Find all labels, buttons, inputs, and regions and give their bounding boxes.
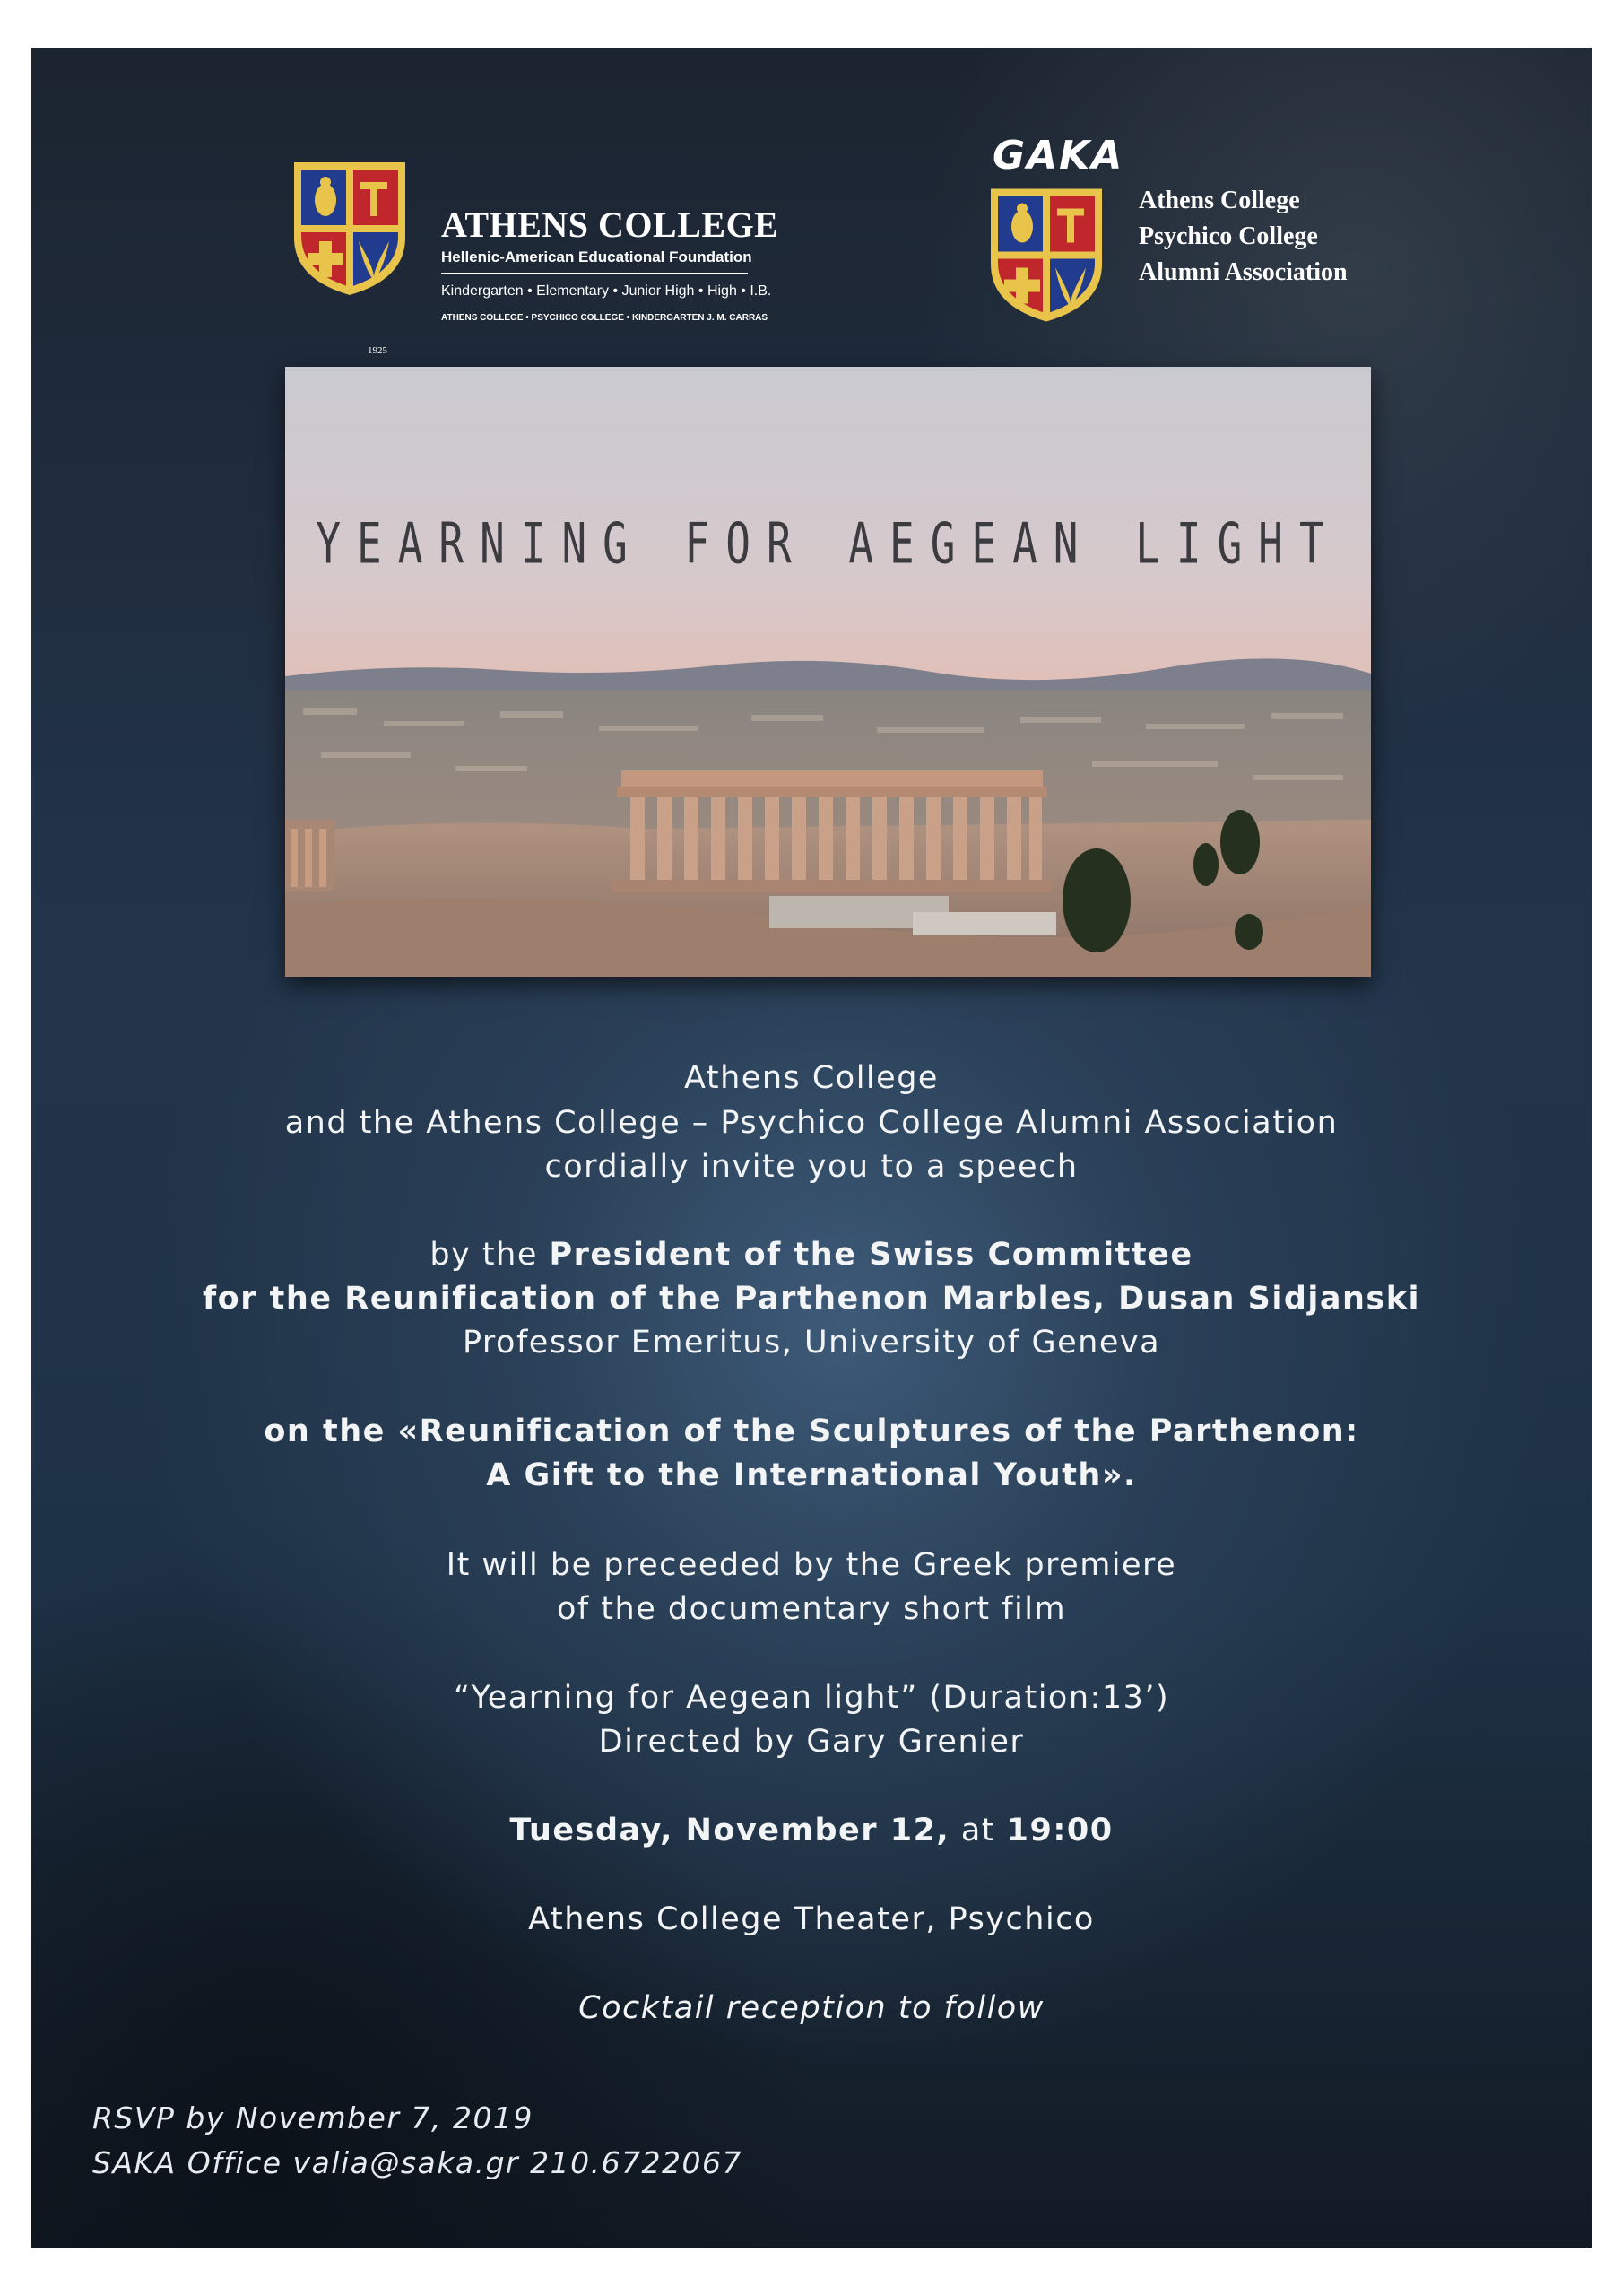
preceded-line-2: of the documentary short film (556, 1591, 1067, 1627)
saka-line-1: Athens College (1139, 187, 1300, 214)
athens-college-year: 1925 (368, 345, 387, 356)
acropolis-image (285, 367, 1371, 977)
film-title-overlay: YEARNING FOR AEGEAN LIGHT (316, 510, 1340, 577)
athens-college-logo (287, 155, 789, 356)
topic-text-1: on the «Reunification of the Sculptures of the Parthenon: (264, 1413, 1359, 1449)
speaker-line-1 (31, 1232, 1592, 1277)
intro-line-2: and the Athens College – Psychico College Alumni Association (284, 1105, 1339, 1141)
saka-crest-icon (984, 179, 1109, 327)
parthenon-film-still (285, 367, 1371, 977)
athens-college-levels: Kindergarten • Elementary • Junior High • High • I.B. (441, 283, 772, 299)
athens-college-crest-icon (287, 155, 412, 299)
speaker-title-1: President of the Swiss Committee (549, 1237, 1193, 1273)
reception-text: Cocktail reception to follow (578, 1990, 1045, 2026)
event-time: 19:00 (1006, 1813, 1114, 1848)
topic-line-1 (31, 1409, 1592, 1454)
rsvp-line-2: SAKA Office valia@saka.gr 210.6722067 (92, 2145, 743, 2180)
intro-line-3: cordially invite you to a speech (544, 1149, 1079, 1185)
speaker-affiliation: Professor Emeritus, University of Geneva (462, 1325, 1161, 1361)
logo-divider (441, 273, 748, 274)
rsvp-line-1: RSVP by November 7, 2019 (92, 2100, 533, 2135)
film-title-line: “Yearning for Aegean light” (Duration:13’) (453, 1680, 1170, 1716)
speaker-title-2: for the Reunification of the Parthenon Marbles, Dusan Sidjanski (202, 1281, 1421, 1317)
saka-logo (964, 133, 1430, 326)
film-director: Directed by Gary Grenier (598, 1724, 1025, 1760)
topic-line-2 (31, 1453, 1592, 1498)
event-at: at (950, 1813, 1007, 1848)
preceded-line-1: It will be preceeded by the Greek premiere (446, 1547, 1177, 1583)
athens-college-subtitle: Hellenic-American Educational Foundation (441, 248, 752, 265)
event-day: Tuesday, November 12, (509, 1813, 950, 1848)
saka-wordmark: GAKA (993, 133, 1124, 178)
topic-text-2: A Gift to the International Youth». (486, 1457, 1137, 1493)
athens-college-schools: ATHENS COLLEGE • PSYCHICO COLLEGE • KINDERGARTEN J. M. CARRAS (441, 313, 768, 323)
saka-line-3: Alumni Association (1139, 258, 1348, 286)
saka-line-2: Psychico College (1139, 222, 1318, 250)
speaker-line-2 (31, 1276, 1592, 1321)
athens-college-name: ATHENS COLLEGE (441, 204, 779, 245)
speaker-by: by the (429, 1237, 550, 1273)
invitation-poster (31, 48, 1592, 2248)
reception-line (31, 1986, 1592, 2031)
intro-line-1: Athens College (684, 1060, 939, 1096)
event-date (31, 1808, 1592, 1853)
event-venue: Athens College Theater, Psychico (528, 1901, 1095, 1937)
